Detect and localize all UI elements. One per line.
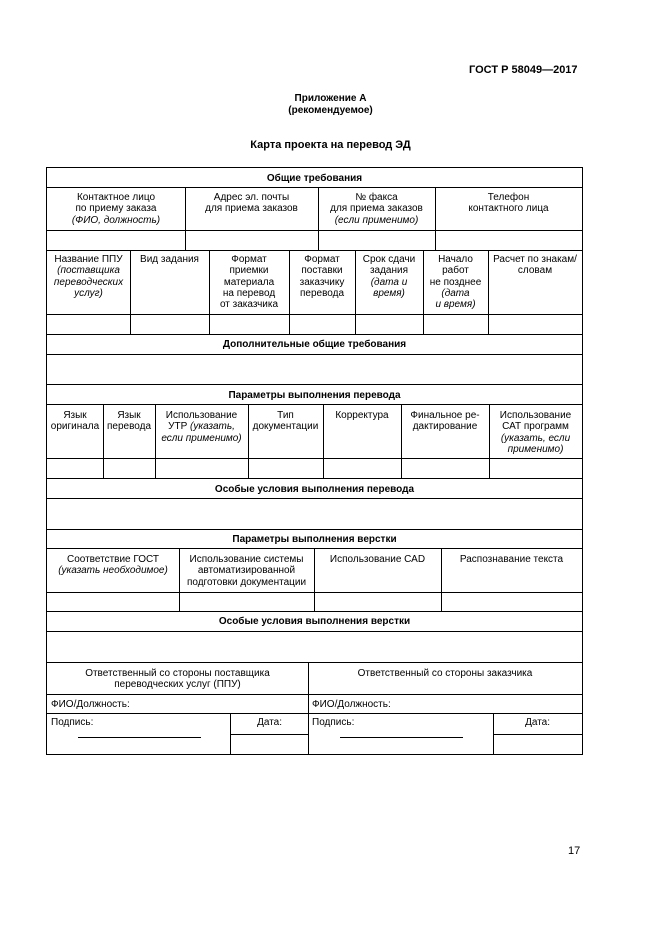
supplier-signature-label: Подпись: <box>51 717 94 728</box>
divider <box>47 187 582 188</box>
divider <box>47 529 582 530</box>
header-text-recognition: Распознавание текста <box>459 554 564 565</box>
customer-responsible-header: Ответственный со стороны заказчика <box>357 668 533 679</box>
header-cad-usage: Использование САD <box>329 554 426 565</box>
header-gost-compliance: Соответствие ГОСТ (указать необходимое) <box>58 554 168 577</box>
header-proofreading: Корректура <box>335 410 389 421</box>
customer-date-label: Дата: <box>525 717 550 728</box>
header-email: Адрес эл. почты для приема заказов <box>205 192 298 215</box>
supplier-name-label: ФИО/Должность: <box>51 699 130 710</box>
header-task-type: Вид задания <box>140 254 199 265</box>
appendix-title: Приложение А <box>294 93 367 104</box>
header-fax: № факса для приема заказов (если применимо) <box>330 192 423 226</box>
divider <box>47 354 582 355</box>
divider <box>47 458 582 459</box>
header-start-date: Начало работ не позднее (дата и время) <box>429 254 482 311</box>
section-layout-special-title: Особые условия выполнения верстки <box>218 616 411 627</box>
divider <box>47 631 582 632</box>
header-ppu-name: Название ППУ (поставщика переводческих услуг) <box>53 254 124 299</box>
section-translation-special-title: Особые условия выполнения перевода <box>214 484 415 495</box>
header-automation-system: Использование системы автоматизированной подготовки документации <box>186 554 307 588</box>
divider <box>47 334 582 335</box>
supplier-responsible-header: Ответственный со стороны поставщика переводческих услуг (ППУ) <box>85 668 270 691</box>
supplier-date-label: Дата: <box>257 717 282 728</box>
divider <box>47 713 582 714</box>
divider <box>47 230 582 231</box>
divider <box>47 384 582 385</box>
header-contact-person: Контактное лицо по приему заказа (ФИО, должность) <box>71 192 161 226</box>
header-doc-type: Тип документации <box>252 410 319 433</box>
section-translation-params-title: Параметры выполнения перевода <box>228 390 401 401</box>
divider <box>47 694 582 695</box>
customer-date-field[interactable] <box>493 734 582 735</box>
customer-name-label: ФИО/Должность: <box>312 699 391 710</box>
header-source-language: Язык оригинала <box>50 410 100 433</box>
section-layout-params-title: Параметры выполнения верстки <box>232 534 397 545</box>
section-general-title: Общие требования <box>266 173 363 184</box>
customer-signature-line[interactable] <box>340 737 463 738</box>
header-format-deliver: Формат поставки заказчику перевода <box>299 254 345 299</box>
header-calculation: Расчет по знакам/ словам <box>493 254 577 277</box>
card-title: Карта проекта на перевод ЭД <box>250 139 411 151</box>
header-format-receive: Формат приемки материала на перевод от заказчика <box>219 254 279 311</box>
supplier-date-field[interactable] <box>230 734 308 735</box>
header-utr-usage: Использование УТР (указать, если применимо) <box>161 410 242 444</box>
appendix-subtitle: (рекомендуемое) <box>288 105 373 116</box>
page-number: 17 <box>568 845 581 857</box>
divider <box>47 611 582 612</box>
header-deadline: Срок сдачи задания (дата и время) <box>362 254 416 299</box>
divider <box>47 662 582 663</box>
divider <box>47 250 582 251</box>
header-phone: Телефон контактного лица <box>468 192 549 215</box>
divider <box>47 478 582 479</box>
divider <box>47 592 582 593</box>
header-target-language: Язык перевода <box>106 410 152 433</box>
supplier-signature-line[interactable] <box>78 737 201 738</box>
divider <box>47 404 582 405</box>
header-final-editing: Финальное ре- дактирование <box>410 410 480 433</box>
divider <box>47 498 582 499</box>
standard-number: ГОСТ Р 58049—2017 <box>469 64 578 76</box>
header-cat-programs: Использование САТ программ (указать, если применимо) <box>499 410 572 455</box>
divider <box>47 314 582 315</box>
customer-signature-label: Подпись: <box>312 717 355 728</box>
section-additional-title: Дополнительные общие требования <box>222 339 407 350</box>
